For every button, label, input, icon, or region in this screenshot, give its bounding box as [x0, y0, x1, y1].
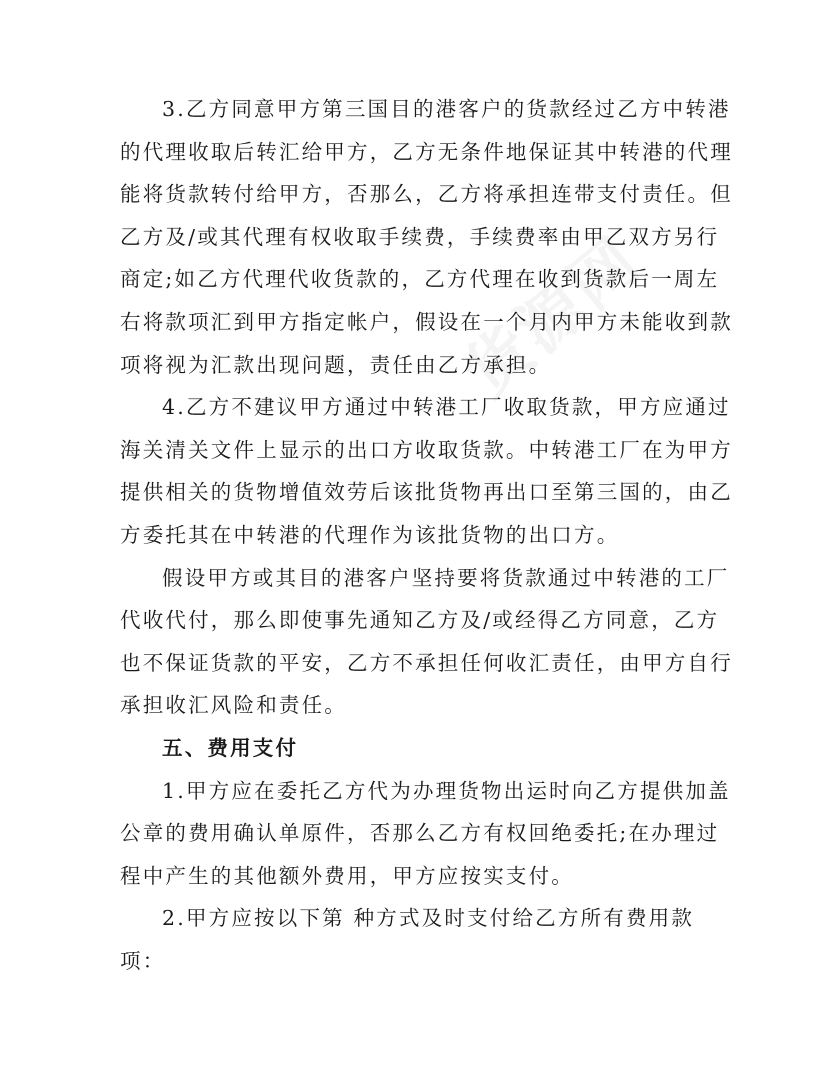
text-line: 右将款项汇到甲方指定帐户，假设在一个月内甲方未能收到款	[120, 309, 733, 334]
text-line: 4.乙方不建议甲方通过中转港工厂收取货款，甲方应通过	[162, 395, 731, 420]
paragraph-risk-note	[120, 557, 733, 727]
text-line: 能将货款转付给甲方，否那么，乙方将承担连带支付责任。但	[120, 182, 733, 207]
text-line: 项将视为汇款出现问题，责任由乙方承担。	[120, 352, 552, 377]
text-line: 代收代付，那么即使事先通知乙方及/或经得乙方同意，乙方	[120, 608, 720, 633]
text-line: 承担收汇风险和责任。	[120, 693, 347, 718]
text-line: 程中产生的其他额外费用，甲方应按实支付。	[120, 863, 574, 888]
paragraph-clause-3	[120, 88, 733, 386]
text-line: 也不保证货款的平安，乙方不承担任何收汇责任，由甲方自行	[120, 650, 733, 675]
paragraph-fee-clause-2	[120, 897, 700, 982]
text-line: 3.乙方同意甲方第三国目的港客户的货款经过乙方中转港	[162, 97, 731, 121]
text-line: 提供相关的货物增值效劳后该批货物再出口至第三国的，由乙	[120, 480, 733, 505]
text-line: 的代理收取后转汇给甲方，乙方无条件地保证其中转港的代理	[120, 139, 733, 164]
text-line: 海关清关文件上显示的出口方收取货款。中转港工厂在为甲方	[120, 437, 733, 462]
paragraph-clause-4	[120, 386, 733, 556]
text-line: 公章的费用确认单原件，否那么乙方有权回绝委托;在办理过	[120, 821, 720, 846]
paragraph-fee-clause-1	[120, 770, 731, 898]
text-line: 1.甲方应在委托乙方代为办理货物出运时向乙方提供加盖	[162, 778, 731, 803]
text-line: 2.甲方应按以下第 种方式及时支付给乙方所有费用款	[162, 906, 695, 931]
text-line: 假设甲方或其目的港客户坚持要将货款通过中转港的工厂	[162, 565, 730, 590]
section-heading: 五、费用支付	[162, 735, 299, 760]
text-line: 项：	[120, 948, 166, 973]
text-line: 商定;如乙方代理代收货款的，乙方代理在收到货款后一周左	[120, 267, 720, 292]
document-body	[120, 88, 733, 982]
text-line: 乙方及/或其代理有权收取手续费，手续费率由甲乙双方另行	[120, 224, 720, 249]
text-line: 方委托其在中转港的代理作为该批货物的出口方。	[120, 522, 620, 547]
